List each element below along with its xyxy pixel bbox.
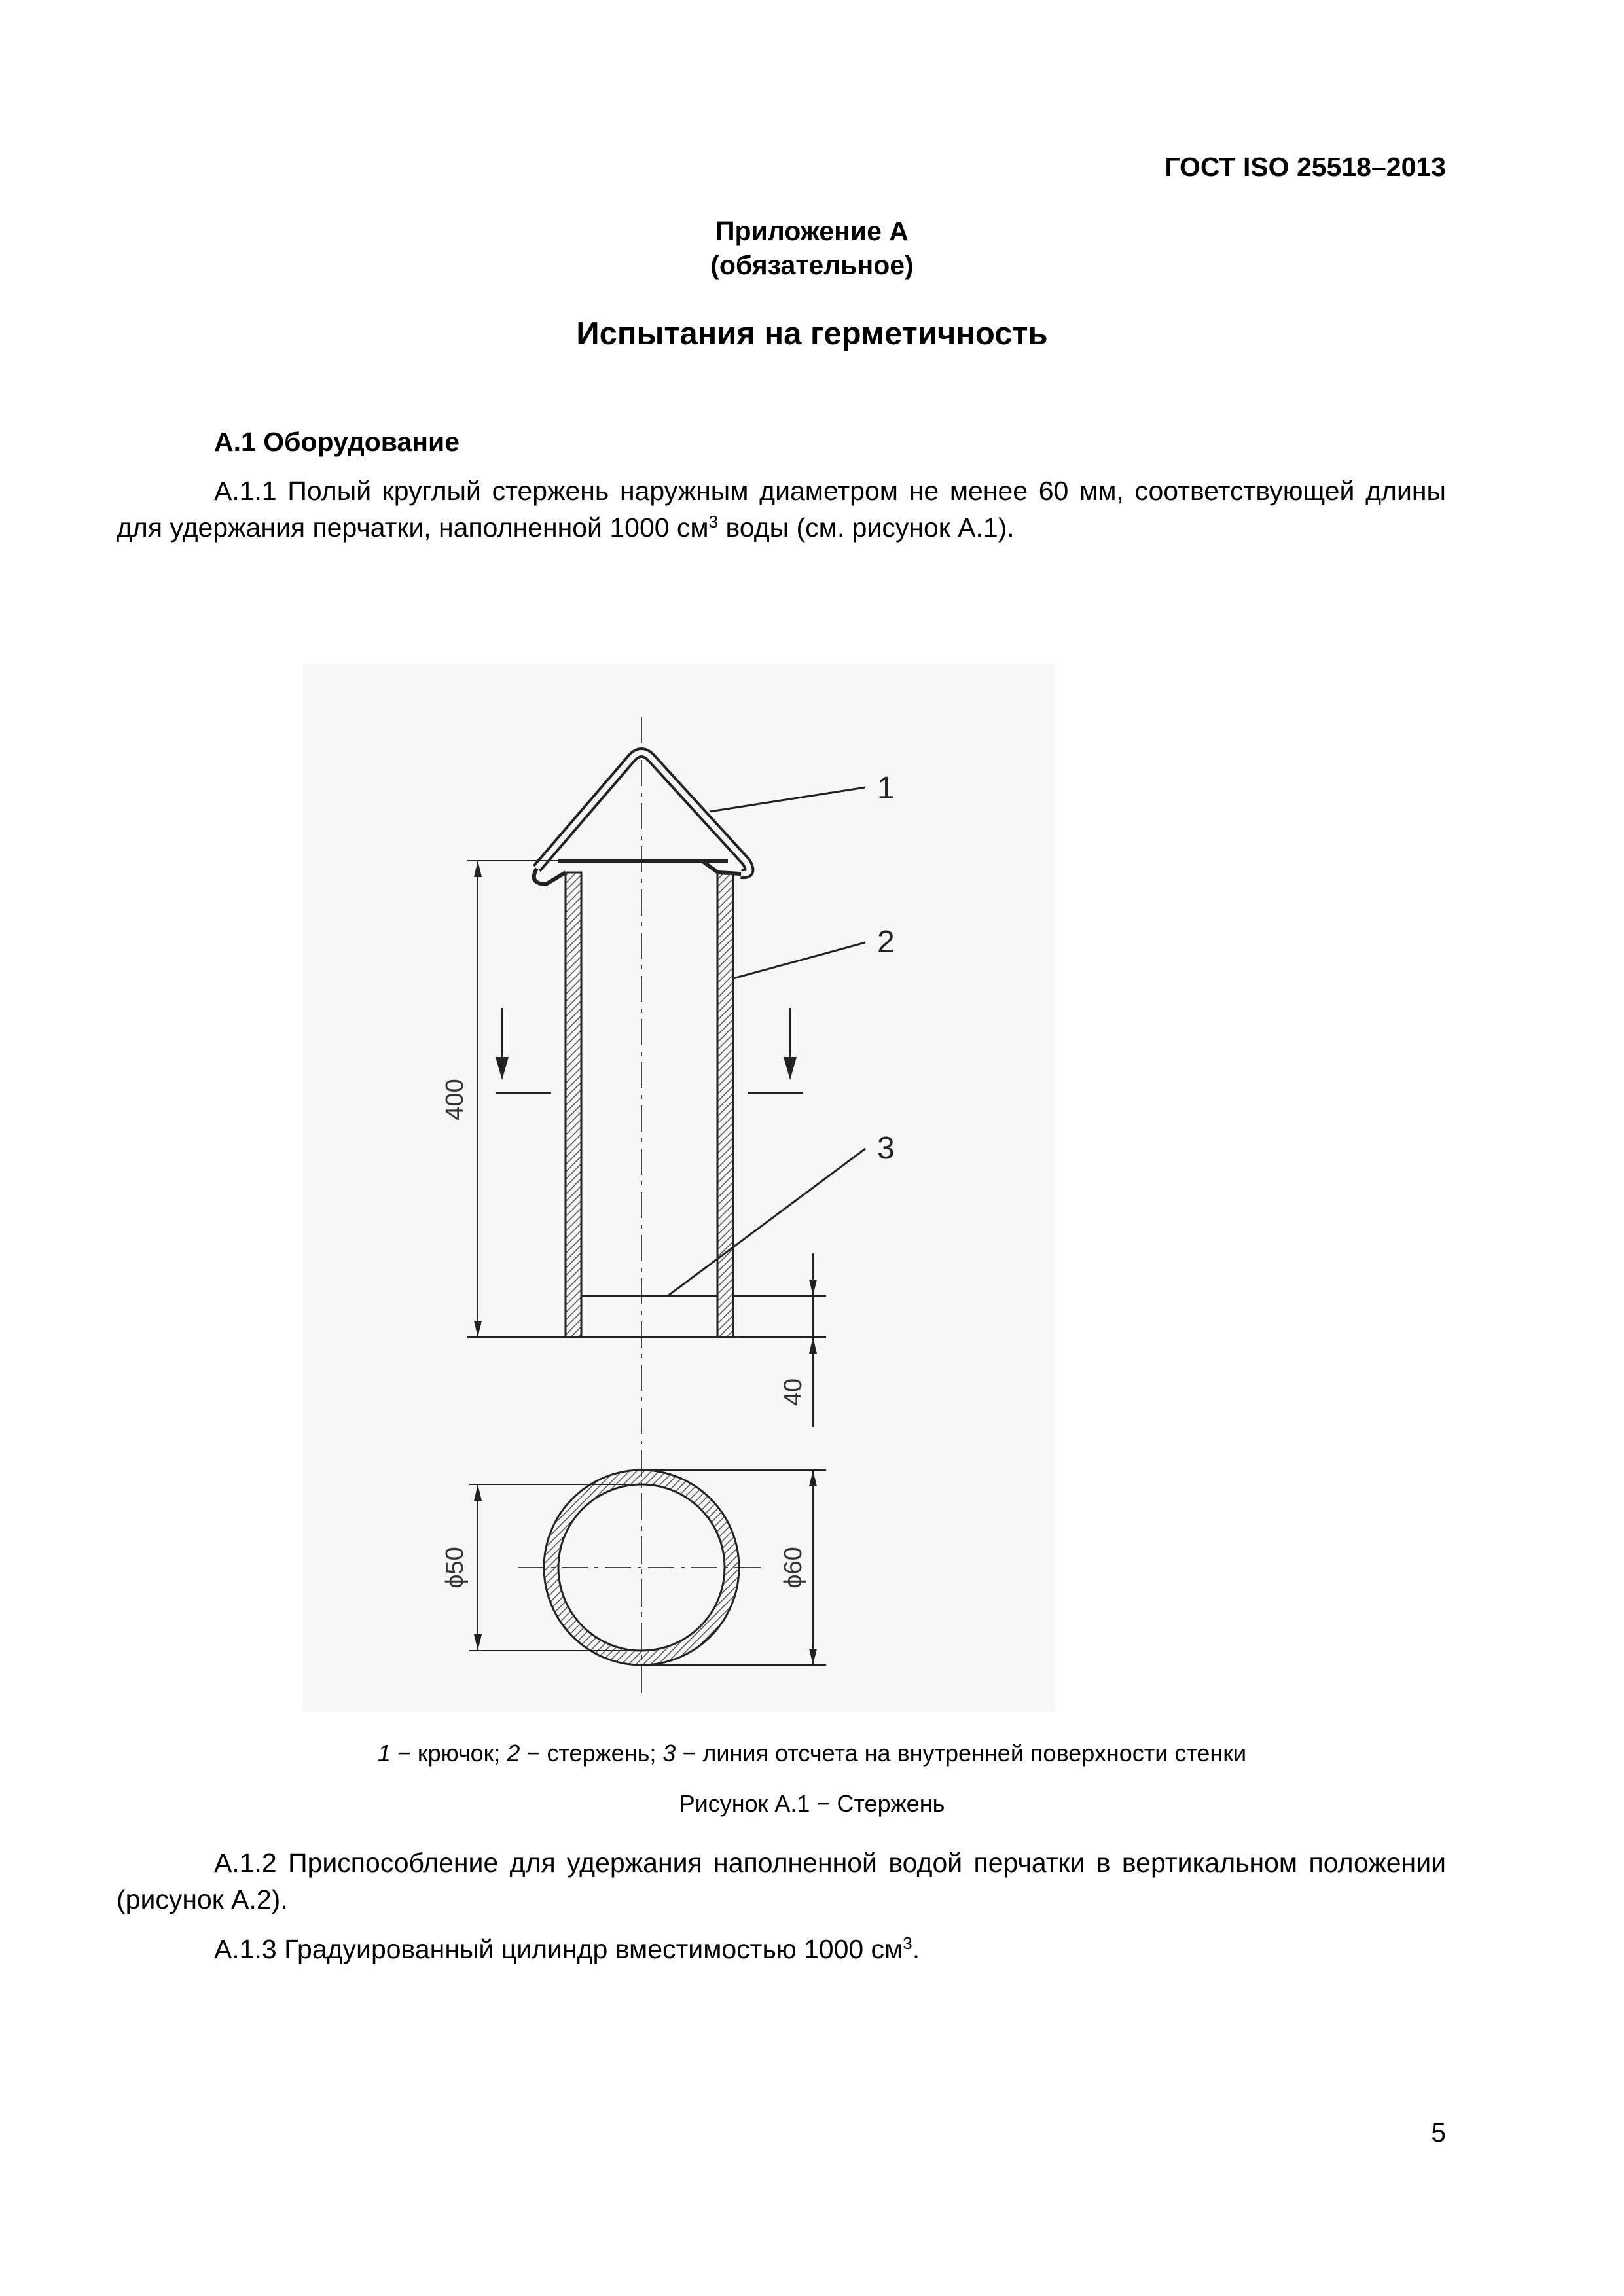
- superscript-3: 3: [708, 512, 719, 531]
- paragraph-a-1-1-tail: воды (см. рисунок А.1).: [718, 512, 1015, 543]
- legend-number-3: 3: [662, 1740, 676, 1767]
- rod-drawing: [302, 664, 1055, 1712]
- dimension-label-phi60: ϕ60: [780, 1547, 807, 1588]
- tube-wall-left: [566, 872, 581, 1337]
- callout-label-2: 2: [877, 925, 895, 960]
- figure-caption: Рисунок А.1 − Стержень: [679, 1790, 945, 1817]
- superscript-3: 3: [903, 1933, 912, 1953]
- annex-status: (обязательное): [710, 250, 914, 280]
- paragraph-a-1-2: [117, 1844, 1446, 1918]
- legend-text-3: − линия отсчета на внутренней поверхности стенки: [676, 1740, 1247, 1767]
- legend-text-1: − крючок;: [390, 1740, 507, 1767]
- paragraph-a-1-3-tail: .: [912, 1934, 920, 1964]
- standard-code: ГОСТ ISO 25518–2013: [1164, 152, 1446, 182]
- dimension-label-40: 40: [780, 1378, 807, 1407]
- paragraph-a-1-3-text: А.1.3 Градуированный цилиндр вместимостью 1000 см: [214, 1934, 903, 1964]
- dimension-label-400: 400: [441, 1079, 469, 1121]
- paragraph-a-1-3: [117, 1931, 1446, 1967]
- tube-wall-right: [717, 872, 733, 1337]
- figure-background: [302, 664, 1055, 1712]
- paragraph-a-1-2-text: А.1.2 Приспособление для удержания наполненной водой перчатки в вертикальном положении (рисунок А.2).: [117, 1848, 1446, 1914]
- page-number: 5: [1431, 2117, 1446, 2147]
- legend-number-1: 1: [377, 1740, 391, 1767]
- legend-text-2: − стержень;: [520, 1740, 663, 1767]
- figure-a-1: [302, 664, 1055, 1712]
- dimension-label-phi50: ϕ50: [441, 1547, 469, 1588]
- annex-title: Приложение А: [715, 216, 909, 246]
- callout-label-3: 3: [877, 1131, 895, 1166]
- legend-number-2: 2: [507, 1740, 520, 1767]
- annex-heading: Испытания на герметичность: [576, 316, 1048, 351]
- section-title: А.1 Оборудование: [214, 427, 460, 457]
- figure-legend: [0, 1740, 1624, 1767]
- paragraph-a-1-1: [117, 473, 1446, 546]
- paragraph-a-1-1-text: А.1.1 Полый круглый стержень наружным диаметром не менее 60 мм, соответствующей длины для удержания перчатки, наполненной 1000 см: [117, 476, 1446, 543]
- callout-label-1: 1: [877, 771, 895, 806]
